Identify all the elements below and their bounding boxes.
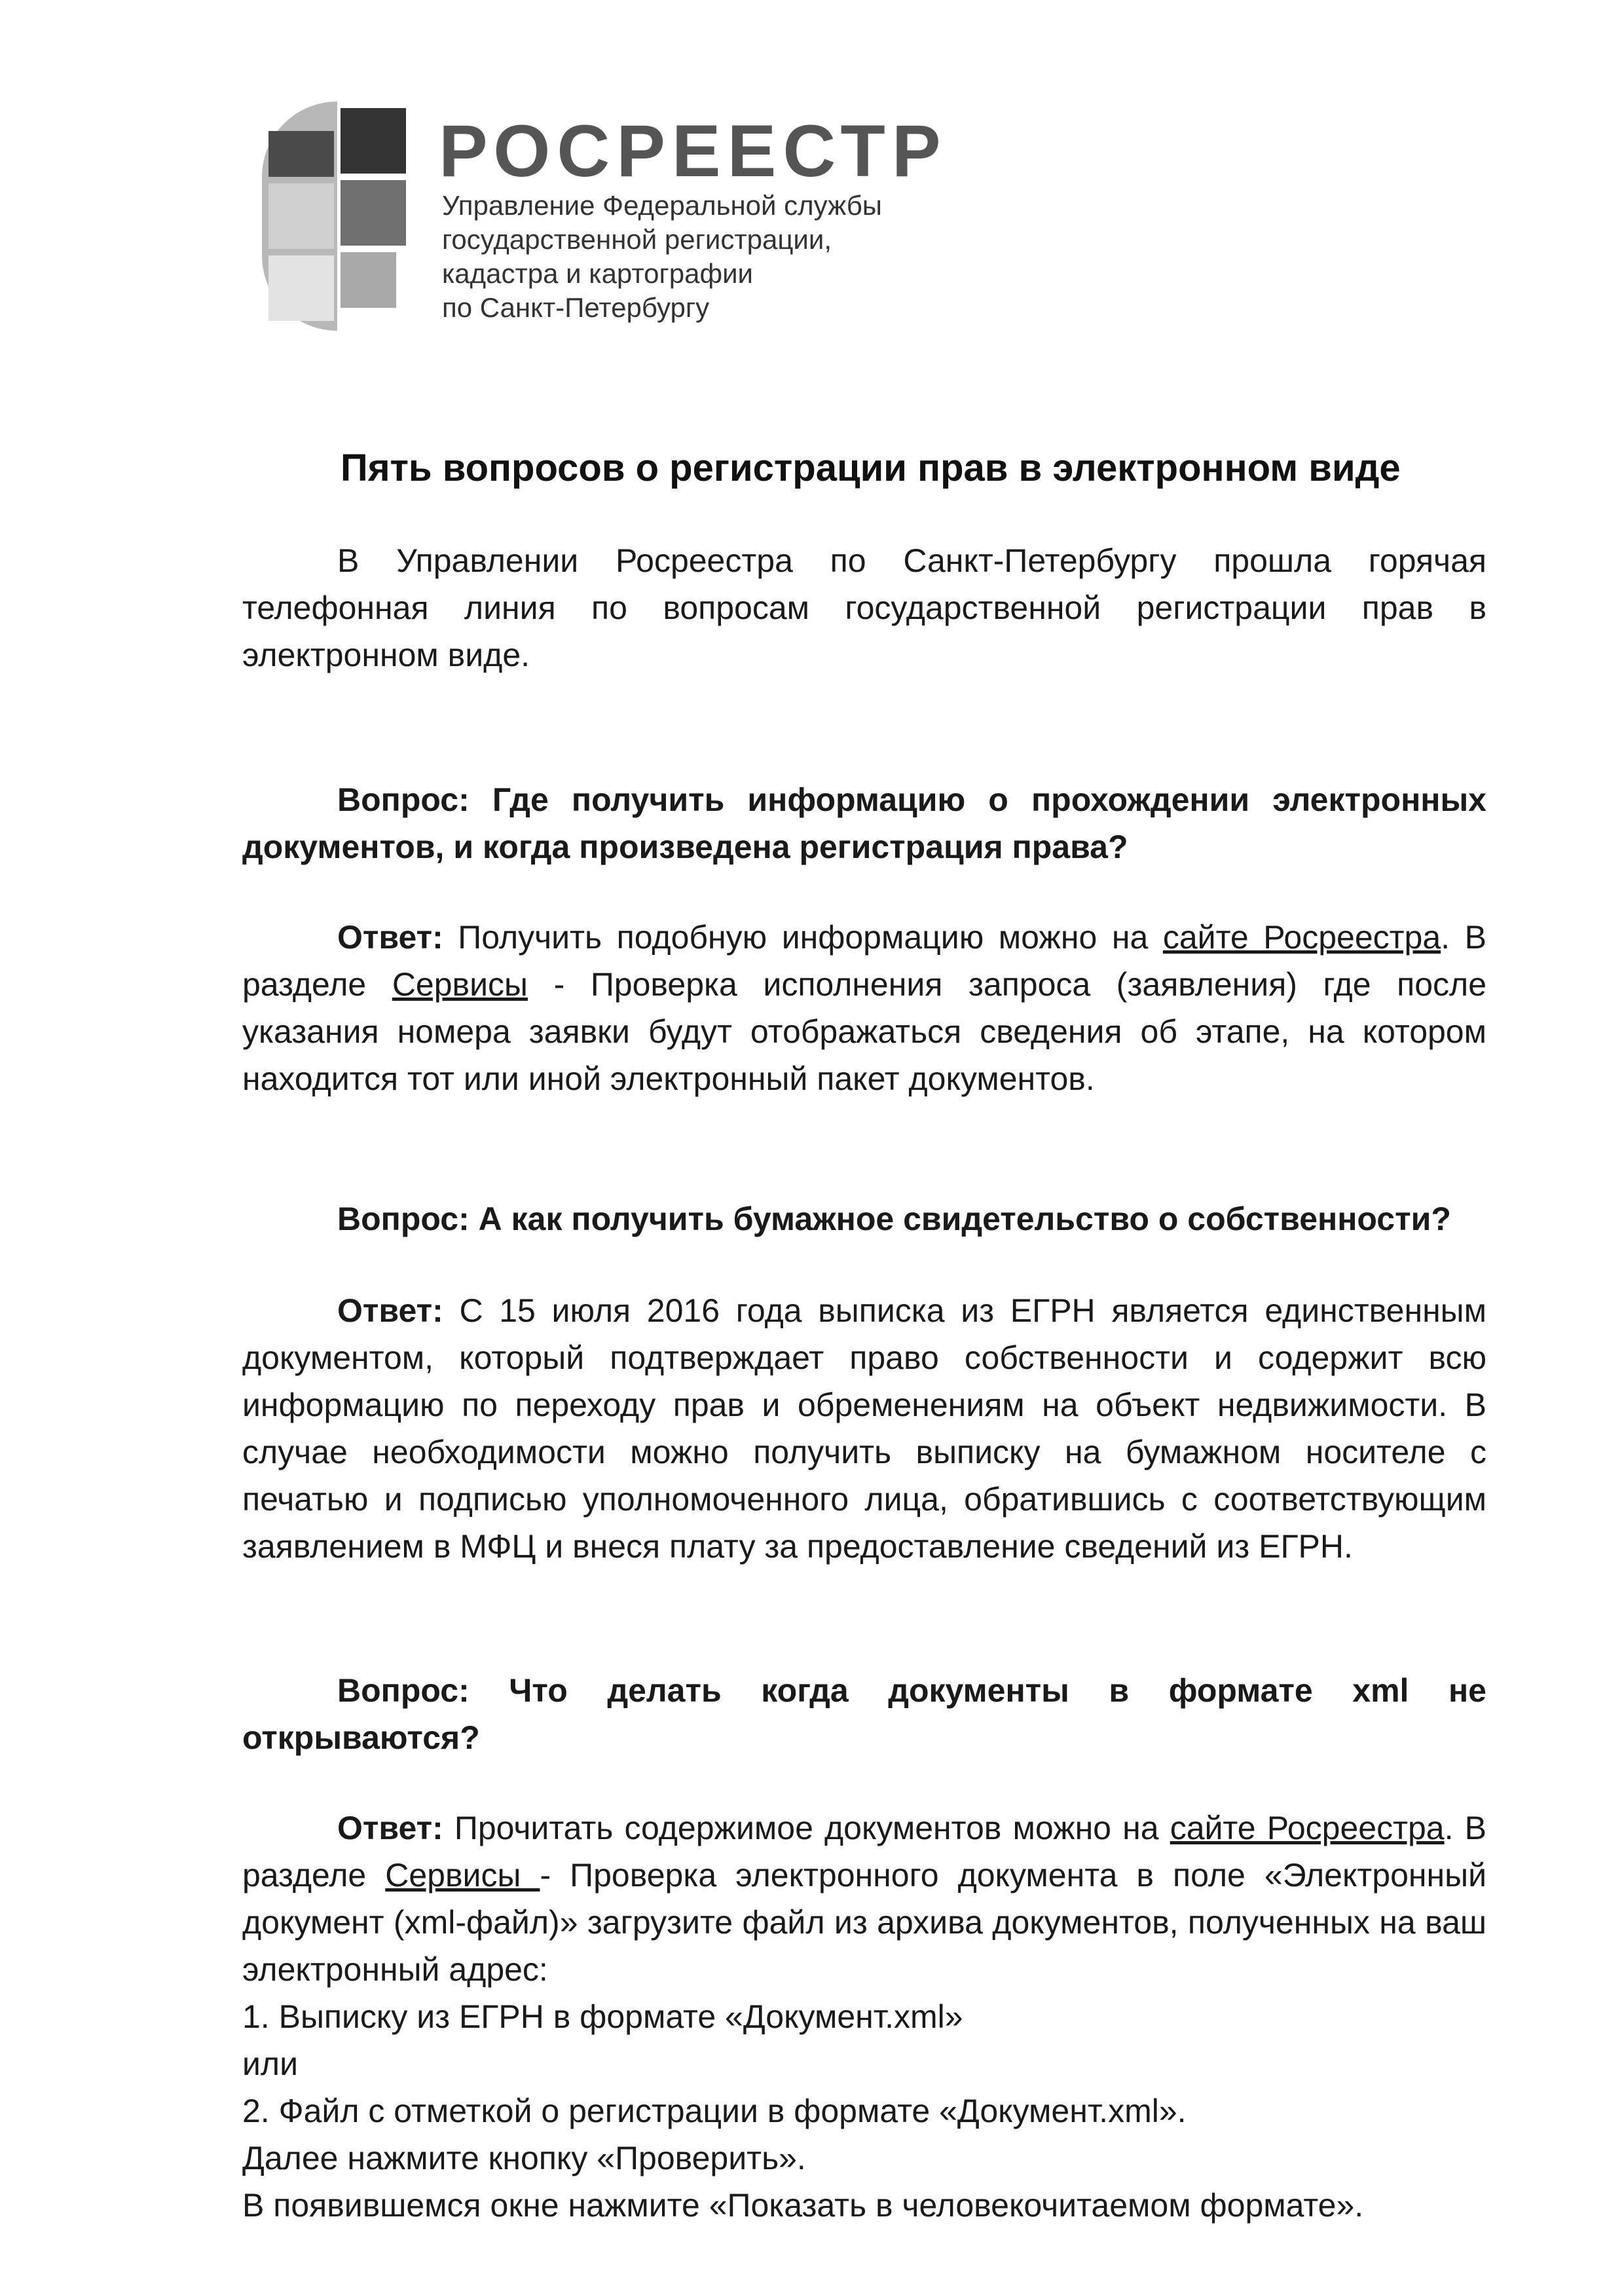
instruction-line: В появившемся окне нажмите «Показать в человекочитаемом формате».	[242, 2187, 1364, 2224]
brand-subtitle-line: по Санкт-Петербургу	[442, 292, 710, 323]
q1-question: Вопрос: Где получить информацию о прохождении электронных документов, и когда произведена регистрация права?	[242, 781, 1486, 865]
intro-paragraph: В Управлении Росреестра по Санкт-Петербургу прошла горячая телефонная линия по вопросам государственной регистрации прав в электронном виде.	[242, 542, 1486, 673]
q2-answer	[242, 1287, 1486, 1570]
rosreestr-site-link[interactable]: сайте Росреестра	[1170, 1810, 1445, 1846]
q3-answer-block	[242, 1804, 1486, 2229]
answer-label: Ответ:	[337, 1810, 443, 1846]
answer-text: . В разделе	[242, 1810, 1486, 1894]
q3-answer	[242, 1804, 1486, 1993]
services-link[interactable]: Сервисы	[385, 1857, 540, 1894]
answer-label: Ответ:	[337, 919, 443, 956]
q1-answer-block	[242, 914, 1486, 1102]
brand-subtitle-line: государственной регистрации,	[442, 224, 832, 255]
answer-text: С 15 июля 2016 года выписка из ЕГРН является единственным документом, который подтверждает право собственности и содержит всю информацию по переходу прав и обременениям на объект недвижимости. В случае необходимости можно получить выписку на бумажном носителе с печатью и подписью уполномоченного лица, обратившись с соответствующим заявлением в МФЦ и внеся плату за предоставление сведений из ЕГРН.	[242, 1292, 1486, 1565]
brand-subtitle-line: кадастра и картографии	[442, 258, 754, 289]
services-link[interactable]: Сервисы	[392, 966, 528, 1003]
intro-block	[242, 537, 1486, 679]
answer-text: - Проверка электронного документа в поле «Электронный документ (xml-файл)» загрузите файл из архива документов, полученных на ваш электронный адрес:	[242, 1857, 1486, 1988]
brand-subtitle	[442, 189, 882, 325]
answer-text: Прочитать содержимое документов можно на	[443, 1810, 1170, 1846]
instruction-line: Далее нажмите кнопку «Проверить».	[242, 2140, 806, 2176]
list-item: 2. Файл с отметкой о регистрации в формате «Документ.xml».	[242, 2093, 1187, 2129]
q3-block	[242, 1667, 1486, 1761]
q1-block	[242, 776, 1486, 870]
list-item: 1. Выписку из ЕГРН в формате «Документ.xml»	[242, 1998, 963, 2035]
q1-answer	[242, 914, 1486, 1102]
q2-block	[242, 1195, 1486, 1242]
q2-question: Вопрос: А как получить бумажное свидетельство о собственности?	[337, 1201, 1451, 1237]
brand-name: РОСРЕЕСТР	[439, 110, 948, 192]
document-title: Пять вопросов о регистрации прав в электронном виде	[341, 447, 1401, 489]
answer-text: - Проверка исполнения запроса (заявления) где после указания номера заявки будут отображаться сведения об этапе, на котором находится тот или иной электронный пакет документов.	[242, 966, 1487, 1097]
answer-label: Ответ:	[337, 1292, 443, 1329]
rosreestr-site-link[interactable]: сайте Росреестра	[1162, 919, 1441, 956]
brand-subtitle-line: Управление Федеральной службы	[442, 190, 882, 221]
or-text: или	[242, 2045, 299, 2082]
header	[252, 92, 948, 354]
answer-text: . В разделе	[242, 919, 1486, 1003]
answer-text: Получить подобную информацию можно на	[443, 919, 1163, 956]
rosreestr-logo-icon	[252, 92, 422, 347]
q3-question: Вопрос: Что делать когда документы в формате xml не открываются?	[242, 1672, 1486, 1756]
q2-answer-block	[242, 1287, 1486, 1570]
